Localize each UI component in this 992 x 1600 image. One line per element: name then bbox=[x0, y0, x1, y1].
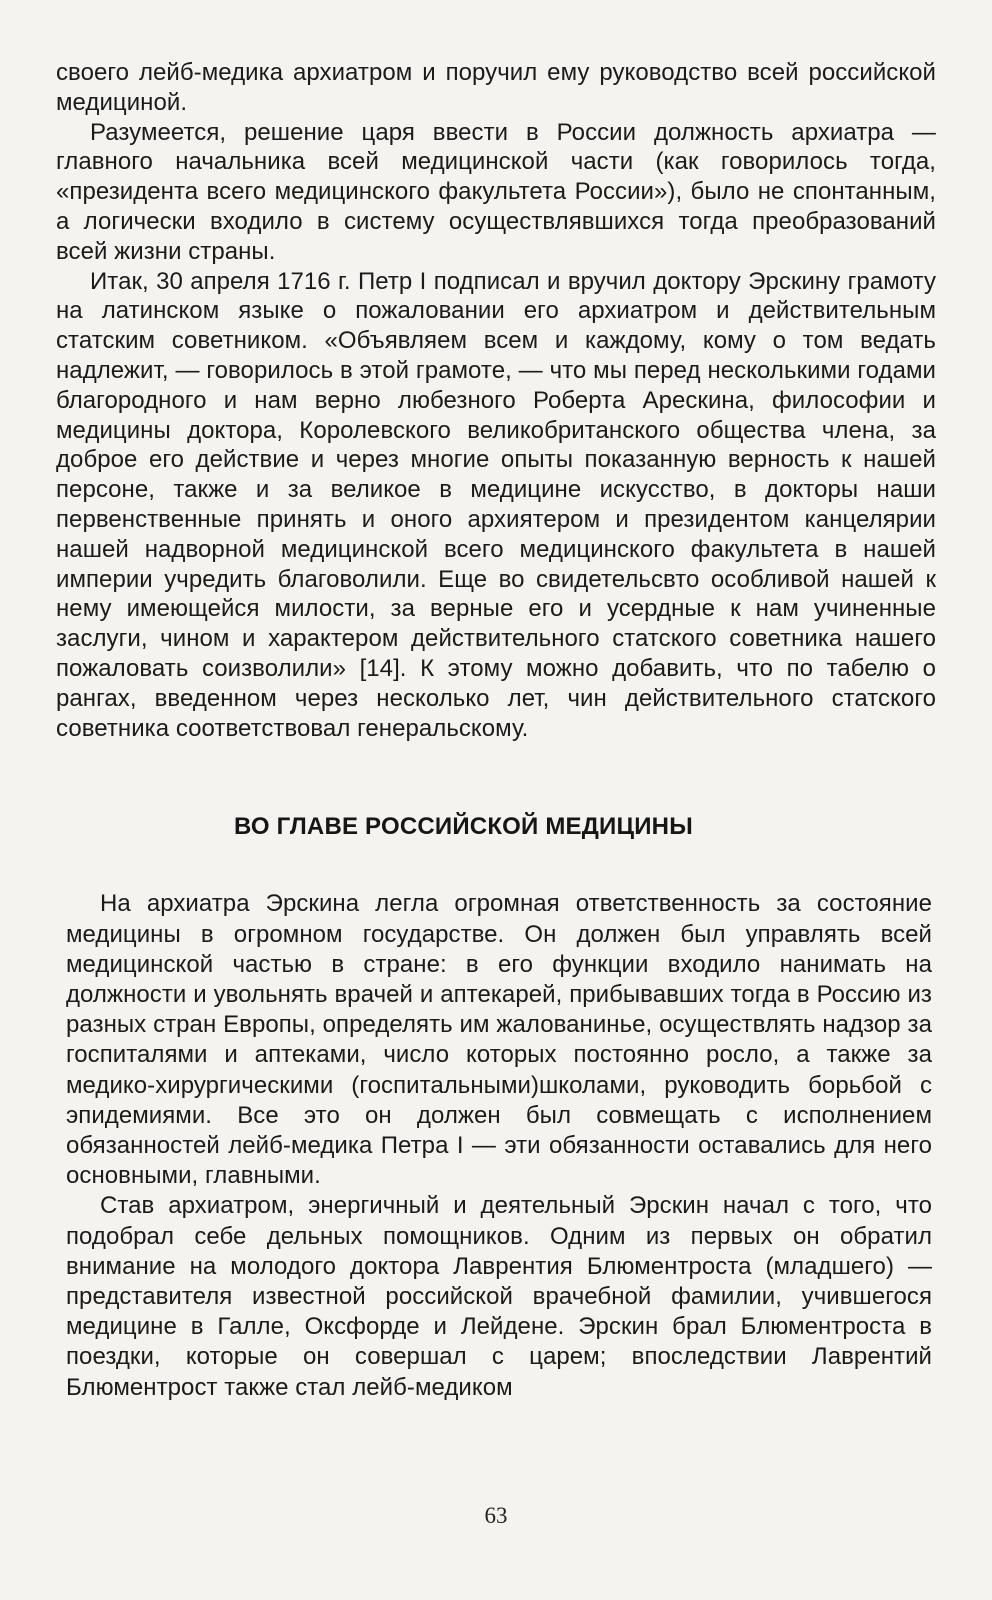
paragraph-intro-2: Разумеется, решение царя ввести в России должность архиатра — главного начальника всей медицинской части (как говорилось тогда, «президента всего медицинского факультета России»), было не спонтанным, а логически входило в систему осуществлявшихся тогда преобразований всей жизни страны. bbox=[56, 118, 936, 265]
paragraph-section-1: На архиатра Эрскина легла огромная ответственность за состояние медицины в огромном государстве. Он должен был управлять всей медицинской частью в стране: в его функции входило нанимать на должности и увольнять врачей и аптекарей, прибывавших тогда в Россию из разных стран Европы, определять им жалованиньe, осуществлять надзор за госпиталями и аптеками, число которых постоянно росло, а также за медико-хирургическими (госпитальными)школами, руководить борьбой с эпидемиями. Все это он должен был совмещать с исполнением обязанностей лейб-медика Петра I — эти обязанности оставались для него основными, главными. bbox=[66, 890, 932, 1190]
page-number: 63 bbox=[484, 1503, 508, 1528]
paragraph-intro-1: своего лейб-медика архиатром и поручил ему руководство всей российской медициной. bbox=[56, 59, 936, 116]
paragraph-section-2: Став архиатром, энергичный и деятельный Эрскин начал с того, что подобрал себе дельных помощников. Одним из первых он обратил внимание на молодого доктора Лаврентия Блюментроста (младшего) — представителя известной российской врачебной фамилии, учившегося медицине в Галле, Оксфорде и Лейдене. Эрскин брал Блюментроста в поездки, которые он совершал с царем; впоследствии Лаврентий Блюментрост также стал лейб-медиком bbox=[66, 1192, 932, 1401]
paragraph-intro-3: Итак, 30 апреля 1716 г. Петр I подписал и вручил доктору Эрскину грамоту на латинском языке о пожаловании его архиатром и действительным статским советником. «Объявляем всем и каждому, кому о том ведать надлежит, — говорилось в этой грамоте, — что мы перед несколькими годами благородного и нам верно любезного Роберта Арескина, философии и медицины доктора, Королевского великобританского общества члена, за доброе его действие и через многие опыты показанную верность к нашей персоне, также и за великое в медицине искусство, в докторы наши первенственные принять и оного архиятером и президентом канцелярии нашей надворной медицинской всего медицинского факультета в нашей империи учредить благоволили. Еще во свидетельсвто особливой нашей к нему имеющейся милости, за верные его и усердные к нам учиненные заслуги, чином и характером действительного статского советника нашего пожаловать соизволили» [14]. К этому можно добавить, что по табелю о рангах, введенном через несколько лет, чин действительного статского советника соответствовал генеральскому. bbox=[56, 267, 936, 742]
section-heading: ВО ГЛАВЕ РОССИЙСКОЙ МЕДИЦИНЫ bbox=[234, 813, 693, 841]
section-body bbox=[56, 889, 936, 1402]
book-page bbox=[56, 58, 936, 1558]
